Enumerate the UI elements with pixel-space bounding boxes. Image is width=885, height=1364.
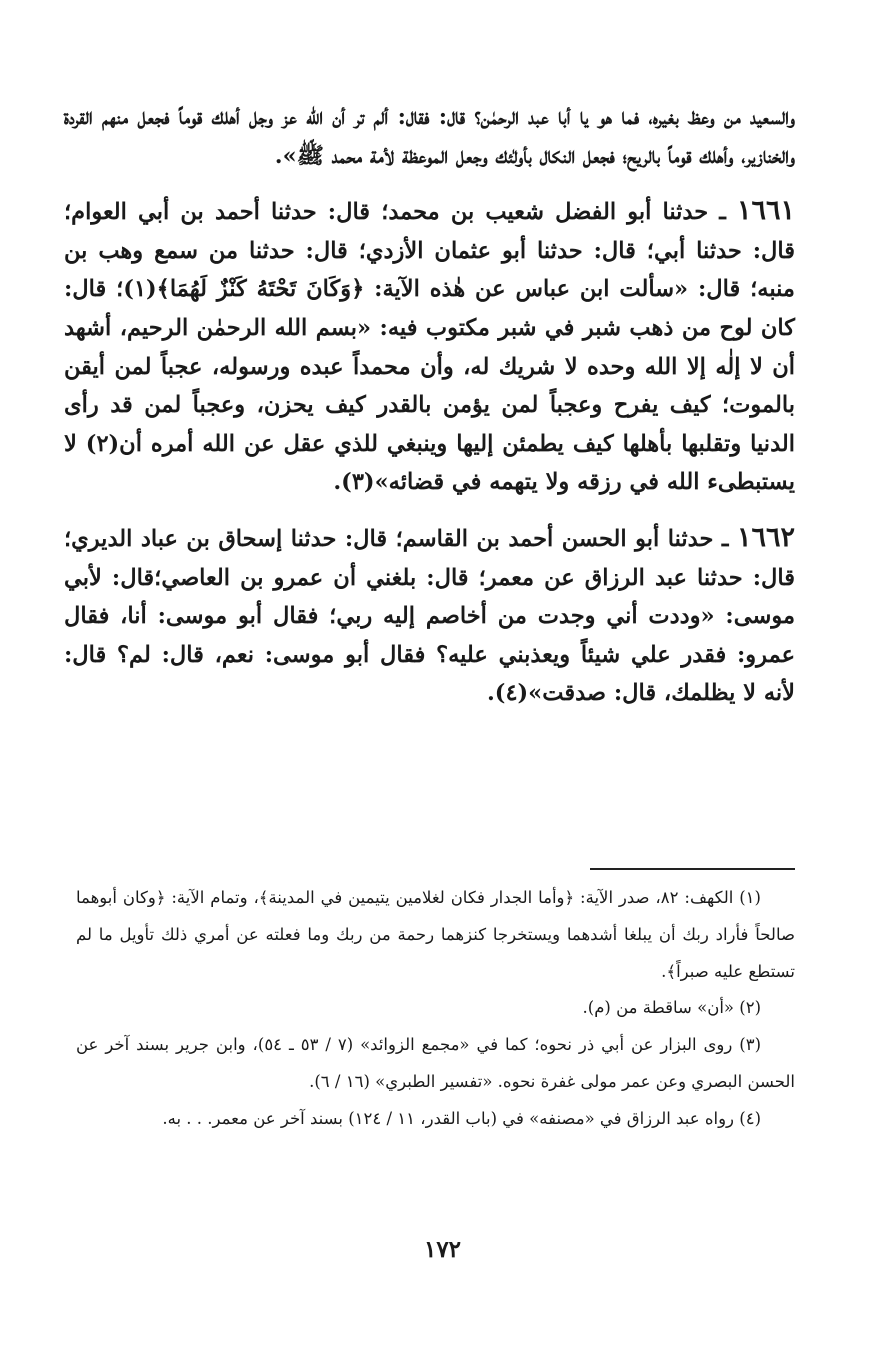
footnote-3: (٣) روى البزار عن أبي ذر نحوه؛ كما في «مجمع الزوائد» (٧ / ٥٣ ـ ٥٤)، وابن جرير بسند آخر عن الحسن البصري وعن عمر مولى غفرة نحوه. «تفسير الطبري» (١٦ / ٦). (76, 1035, 795, 1091)
hadith-number: ١٦٦١ (736, 195, 795, 227)
footnote-4: (٤) رواه عبد الرزاق في «مصنفه» في (باب القدر، ١١ / ١٢٤) بسند آخر عن معمر. . . به. (162, 1108, 761, 1128)
footnote-1: (١) الكهف: ٨٢، صدر الآية: ﴿وأما الجدار فكان لغلامين يتيمين في المدينة﴾، وتمام الآية: ﴿وكان أبوهما صالحاً فأراد ربك أن يبلغا أشدهما ويستخرجا كنزهما رحمة من ربك وما فعلته عن أمري ذلك تأويل ما لم تستطع عليه صبراً﴾. (76, 888, 795, 981)
page-number: ١٧٢ (423, 1236, 462, 1263)
paragraph-text: ـ حدثنا أبو الفضل شعيب بن محمد؛ قال: حدثنا أحمد بن أبي العوام؛ قال: حدثنا أبي؛ قال: حدثنا أبو عثمان الأزدي؛ قال: حدثنا من سمع وهب بن منبه؛ قال: «سألت ابن عباس عن هٰذه الآية: ﴿وَكَانَ تَحْتَهُ كَنْزٌ لَهُمَا﴾(١)؛ قال: كان لوح من ذهب شبر في شبر مكتوب فيه: «بسم الله الرحمٰن الرحيم، أشهد أن لا إلٰه إلا الله وحده لا شريك له، وأن محمداً عبده ورسوله، عجباً لمن أيقن بالموت؛ كيف يفرح وعجباً لمن يؤمن بالقدر كيف يحزن، وعجباً لمن قد رأى الدنيا وتقلبها بأهلها كيف يطمئن إليها وينبغي للذي عقل عن الله أمره أن(٢) لا يستبطىء الله في رزقه ولا يتهمه في قضائه»(٣). (64, 199, 795, 496)
paragraph-text: والسعيد من وعظ بغيره، فما هو يا أبا عبد الرحمٰن؟ قال: فقال: ألم تر أن الله عز وجل أهلك قوماً فجعل منهم القردة والخنازير، وأهلك قوماً بالريح؛ فجعل النكال بأولٰئك وجعل الموعظة لأمة محمد ﷺ». (64, 104, 795, 169)
paragraph-text: ـ حدثنا أبو الحسن أحمد بن القاسم؛ قال: حدثنا إسحاق بن عباد الديري؛ قال: حدثنا عبد الرزاق عن معمر؛ قال: بلغني أن عمرو بن العاصي؛قال: لأبي موسى: «وددت أني وجدت من أخاصم إليه ربي؛ فقال أبو موسى: أنا، فقال عمرو: فقدر علي شيئاً ويعذبني عليه؟ فقال أبو موسى: نعم، قال: لم؟ قال: لأنه لا يظلمك، قال: صدقت»(٤). (64, 525, 795, 707)
hadith-1662 (64, 519, 795, 713)
paragraph-continuation (64, 98, 795, 175)
footnote-divider (590, 868, 795, 870)
main-text (64, 98, 795, 730)
hadith-1661 (64, 192, 795, 502)
hadith-number: ١٦٦٢ (736, 521, 795, 553)
footnotes (76, 880, 795, 1138)
footnote-2: (٢) «أن» ساقطة من (م). (582, 998, 761, 1018)
